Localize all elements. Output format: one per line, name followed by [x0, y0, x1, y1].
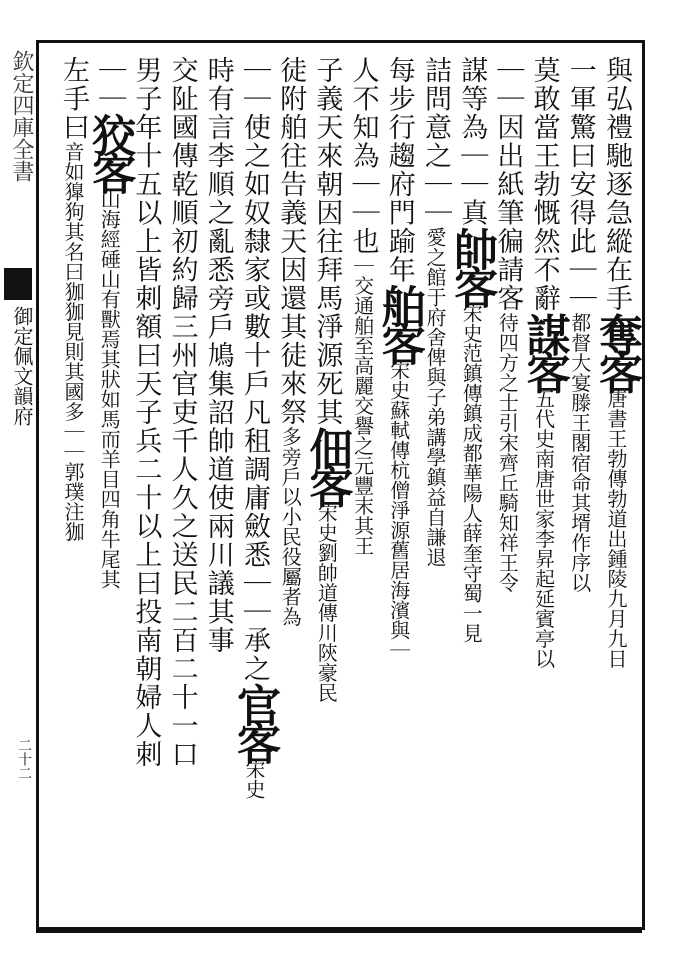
text-column — [591, 56, 642, 936]
entry-headword: 舶客 — [373, 284, 425, 360]
annotation-text: 待四方之士引宋齊丘騎知祥王令 — [495, 312, 520, 593]
annotation-text: 宋史 — [242, 759, 266, 799]
text-column — [373, 56, 425, 936]
annotation-text: 宋史蘇軾傳杭僧淨源舊居海濱與｜ — [386, 360, 411, 660]
body-text: ｜｜因出紙筆徧請客 — [492, 56, 524, 313]
margin-black-mark — [4, 268, 32, 300]
text-column — [415, 56, 455, 936]
annotation-text: 都督大宴滕王閣宿命其壻作序以 — [567, 312, 592, 593]
text-column — [560, 56, 600, 936]
body-text: 詰問意之｜｜ — [420, 56, 451, 227]
annotation-text: 山海經硾山有獸焉其狀如馬而羊目四角牛尾其 — [97, 189, 122, 589]
entry-headword: 謀客 — [518, 312, 570, 389]
text-column — [198, 56, 238, 936]
text-column — [84, 56, 136, 936]
margin-top-label: 欽定四庫全書 — [9, 50, 34, 182]
annotation-text: 音如獋狗其名曰㹢㹢見則其國多｜｜郭璞注㹢 — [61, 141, 85, 542]
text-column — [487, 56, 527, 936]
annotation-text: 五代史南唐世家李昇起延賓亭以 — [531, 388, 556, 669]
entry-headword: 狡客 — [84, 113, 136, 189]
margin-book-title: 御定佩文韻府 — [10, 306, 34, 426]
body-text: 一軍驚曰安得此｜｜ — [564, 56, 596, 313]
entry-headword: 官客 — [229, 683, 280, 759]
text-column — [162, 56, 202, 936]
body-text: 謀等為｜｜真 — [456, 56, 488, 227]
body-text: 時有言李順之亂悉旁戶鳩集詔帥道使兩川議其事 — [202, 56, 234, 655]
text-column — [446, 56, 498, 936]
body-text: 男子年十五以上皆刺額曰天子兵二十以上曰投南朝婦人刺 — [130, 56, 162, 769]
body-text: 與弘禮馳逐急縱在手 — [601, 56, 632, 313]
annotation-text: ｜交通舶至高麗交譽之元豐末其王 — [350, 255, 375, 556]
annotation-text: 唐書王勃傳勃道出鍾陵九月九日 — [604, 388, 628, 669]
annotation-text: 多旁戶以小民役屬者為 — [278, 426, 303, 627]
body-text: 每步行趨府門踰年 — [383, 56, 415, 284]
entry-headword: 帥客 — [446, 227, 498, 303]
body-text: 交阯國傳乾順初約歸三州官吏千人久之送民二百二十一口 — [166, 56, 198, 769]
body-text: 左手曰 — [58, 56, 89, 142]
body-text: 子義天來朝因往拜馬淨源死其 — [311, 56, 343, 427]
body-text: 徒附舶往告義天因還其徒來祭 — [275, 56, 307, 427]
text-column — [301, 56, 353, 936]
entry-headword: 佃客 — [301, 426, 353, 503]
text-column — [53, 56, 93, 936]
annotation-text: 宋史劉帥道傳川陝豪民 — [314, 502, 339, 703]
text-column — [270, 56, 310, 936]
text-column — [229, 56, 280, 936]
body-text: 人不知為｜｜也 — [347, 56, 379, 256]
annotation-text: 愛之館于府舍俾與子弟講學鎮益自謙退 — [423, 227, 447, 567]
text-column — [518, 56, 570, 936]
body-text: ｜｜ — [94, 56, 126, 113]
page-number: 二十二 — [16, 738, 32, 780]
body-text: ｜｜使之如奴隸家或數十戶凡租調庸斂悉｜｜承之 — [239, 56, 270, 683]
annotation-text: 宋史范鎮傳鎮成都華陽人薛奎守蜀一見 — [459, 303, 484, 643]
entry-headword: 奪客 — [591, 312, 642, 389]
body-text: 莫敢當王勃慨然不辭 — [528, 56, 560, 313]
